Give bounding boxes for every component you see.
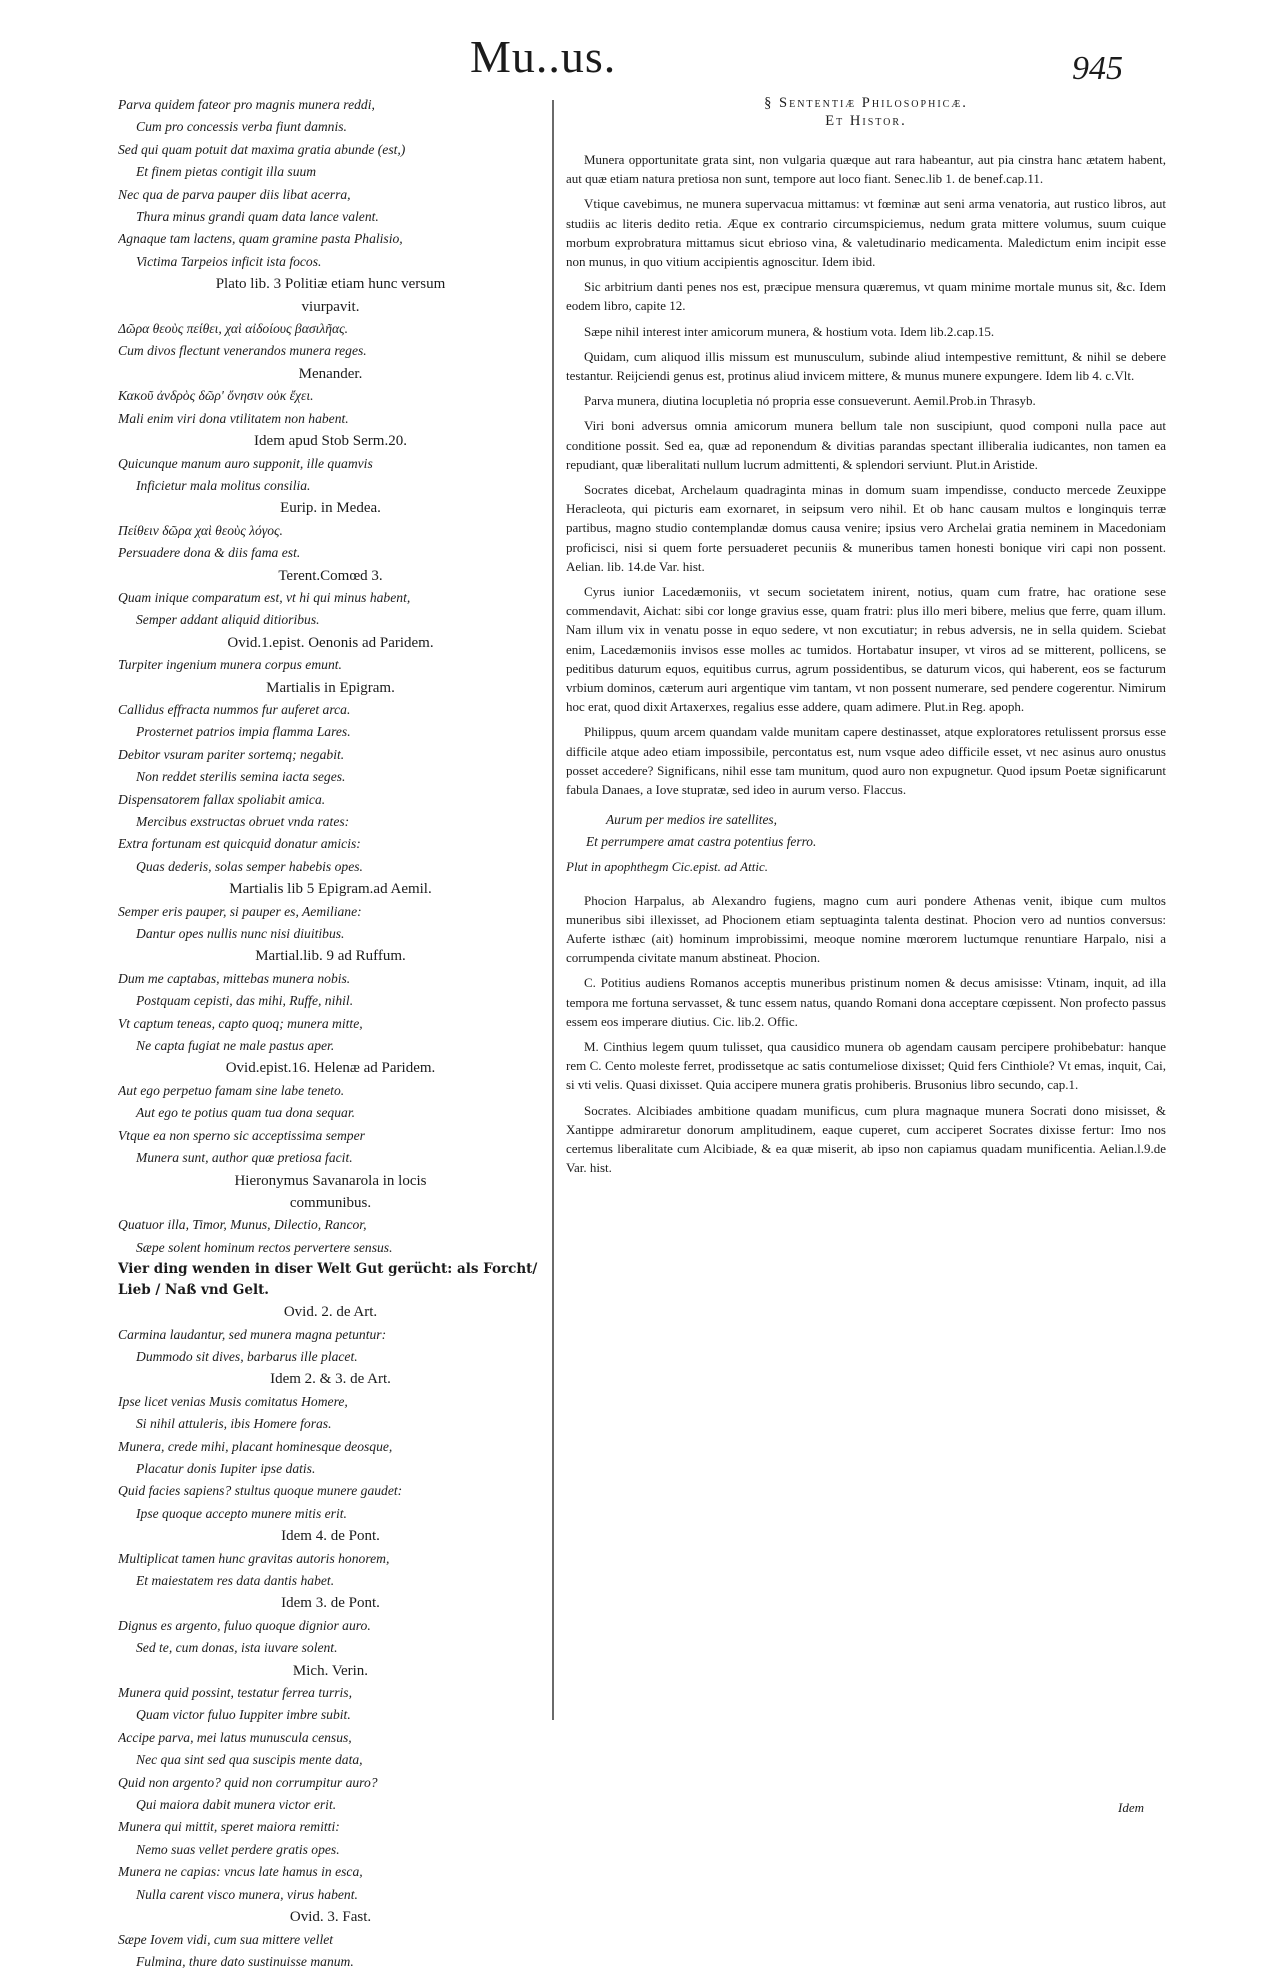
page-title: Mu..us. bbox=[470, 31, 617, 82]
verse-line: Sæpe Iovem vidi, cum sua mittere vellet bbox=[118, 1931, 334, 1947]
prose-paragraph: Socrates. Alcibiades ambitione quadam munificus, cum plura magnaque munera Socrati dono misisset, & Xantippe admiraretur donorum amplitudinem, eaque cuperet, cum acciperet Socrates dixisse fertur: Imo nos certemus liberalitate cum Alcibiade, & ea quæ miserit, ab ipso non capiamus quadam munificentia. Aelian.l.9.de Var. hist. bbox=[566, 1102, 1166, 1176]
prose-paragraph: M. Cinthius legem quum tulisset, qua causidico munera ob agendam causam percipere prohibebatur: hanque rem C. Cento moleste ferret, prodissetque ac satis contumeliose dixisset; Quid fers Cinthiole? Vt emas, inquit, Cai, si vti velis. Quasi dixisset. Quia accipere munera gratis prohiberis. Brusonius libro secundo, cap.1. bbox=[566, 1038, 1166, 1093]
quoted-verse bbox=[566, 809, 1166, 853]
verse-line: Nemo suas vellet perdere gratis opes. bbox=[136, 1841, 340, 1857]
verse-line: Aut ego perpetuo famam sine labe teneto. bbox=[118, 1082, 345, 1098]
verse-line: Δῶρα θεοὺς πείθει, χαὶ αἰδοίους βασιλῆας. bbox=[118, 321, 348, 337]
verse-line: Aut ego te potius quam tua dona sequar. bbox=[136, 1105, 355, 1121]
left-column-verses bbox=[118, 94, 543, 1973]
source-citation: Idem 4. de Pont. bbox=[281, 1528, 380, 1545]
verse-line: Quas dederis, solas semper habebis opes. bbox=[136, 858, 363, 874]
source-citation: Hieronymus Savanarola in locis bbox=[234, 1172, 427, 1189]
verse-line: Quam victor fuluo Iuppiter imbre subit. bbox=[136, 1707, 351, 1723]
source-citation: Idem apud Stob Serm.20. bbox=[254, 433, 407, 450]
prose-paragraph: Sæpe nihil interest inter amicorum munera, & hostium vota. Idem lib.2.cap.15. bbox=[584, 323, 995, 339]
verse-line: Victima Tarpeios inficit ista focos. bbox=[136, 253, 322, 269]
verse-line: Multiplicat tamen hunc gravitas autoris honorem, bbox=[118, 1550, 390, 1566]
verse-line: Munera sunt, author quæ pretiosa facit. bbox=[136, 1150, 353, 1166]
source-citation: Ovid.epist.16. Helenæ ad Paridem. bbox=[225, 1060, 436, 1077]
verse-source: Plut in apophthegm Cic.epist. ad Attic. bbox=[566, 859, 768, 875]
verse-line: Thura minus grandi quam data lance valent. bbox=[136, 209, 379, 225]
verse-line: Mercibus exstructas obruet vnda rates: bbox=[136, 814, 350, 829]
prose-paragraph: Parva munera, diutina locupletia nó propria esse consueverunt. Aemil.Prob.in Thrasyb. bbox=[584, 393, 1036, 409]
verse-line: Nec qua sint sed qua suscipis mente data, bbox=[136, 1752, 363, 1768]
verse-line: Sæpe solent hominum rectos pervertere sensus. bbox=[136, 1239, 393, 1255]
source-citation: Idem 2. & 3. de Art. bbox=[270, 1371, 391, 1388]
section-heading: § Sententiæ Philosophicæ. bbox=[764, 95, 968, 111]
source-citation: Ovid. 3. Fast. bbox=[289, 1909, 372, 1926]
verse-line: Parva quidem fateor pro magnis munera reddi, bbox=[118, 97, 375, 112]
verse-line: Sed qui quam potuit dat maxima gratia abunde (est,) bbox=[118, 141, 406, 157]
verse-line: Postquam cepisti, das mihi, Ruffe, nihil. bbox=[136, 993, 354, 1009]
verse-line: Ipse quoque accepto munere mitis erit. bbox=[136, 1505, 347, 1521]
verse-line: Quid non argento? quid non corrumpitur auro? bbox=[118, 1774, 378, 1790]
prose-paragraph: Vtique cavebimus, ne munera supervacua mittamus: vt fœminæ aut seni arma venatoria, aut rustico libros, aut studiis ac literis dedito retia. Æque ex contrario circumspiciemus, nedum grata mittere volumus, suum cuique morbum exprobratura mittamus sicut ebrioso vina, & valetudinario medicamenta. Maledictum enim incipit esse non munus, in quo vitium accipientis agnoscitur. Idem ibid. bbox=[566, 196, 1166, 270]
source-citation: viurpavit. bbox=[301, 298, 360, 315]
verse-line: Si nihil attuleris, ibis Homere foras. bbox=[136, 1416, 332, 1432]
verse-line: Agnaque tam lactens, quam gramine pasta Phalisio, bbox=[118, 231, 403, 247]
prose-paragraph: Cyrus iunior Lacedæmoniis, vt secum societatem inirent, notius, quam cum fratre, hac oratione sese commendavit, Aichat: sibi cor longe gravius esse, quam fratri: plus illo meri bibere, melius que ferre, quam illum. Nam illum vix in venatu posse in equo sedere, vt non excutiatur; in rebus adversis, ne in sella quidem. Sciebat enim, Lacedæmoniis invisos esse molles ac tumidos. Hortabatur insuper, vt viros ad se mitterent, pollicens, se peditibus daturum equos, equitibus currus, agrum possidentibus, se daturum vicos, qui haberent, eos se facturum vrbium dominos, cæterum auri argentique vim tantam, vt non possent numerare, sed pendere cogerentur. Nimirum hoc erat, quod dixit Artaxerxes, regalius esse addere, quam adimere. Plut.in Reg. apoph. bbox=[566, 584, 1166, 715]
verse-line: Vt captum teneas, capto quoq; munera mitte, bbox=[118, 1015, 363, 1031]
verse-line: Lieb / Naß vnd Gelt. bbox=[118, 1282, 270, 1299]
verse-line: Mali enim viri dona vtilitatem non habent. bbox=[118, 410, 349, 426]
verse-line: Quam inique comparatum est, vt hi qui minus habent, bbox=[118, 589, 411, 605]
verse-line: Fulmina, thure dato sustinuisse manum. bbox=[136, 1953, 354, 1969]
verse-line: Inficietur mala molitus consilia. bbox=[136, 477, 311, 493]
verse-line: Debitor vsuram pariter sortemq; negabit. bbox=[118, 746, 345, 762]
source-citation: Mich. Verin. bbox=[292, 1662, 369, 1679]
verse-line: Munera quid possint, testatur ferrea turris, bbox=[118, 1685, 352, 1701]
verse-line: Carmina laudantur, sed munera magna petuntur: bbox=[118, 1326, 387, 1342]
catchword: Idem bbox=[1118, 1800, 1144, 1815]
source-citation: Martialis lib 5 Epigram.ad Aemil. bbox=[229, 881, 432, 898]
prose-paragraph: Phocion Harpalus, ab Alexandro fugiens, magno cum auri pondere Athenas venit, ibique cum multos muneribus sibi illexisset, ad Phocionem etiam septuaginta talenta destinat. Phocion vero ad nuntios conversus: Auferte isthæc (ait) hominum improbissimi, meoque nomine mœrorem luctumque renuntiare Harpalo, nisi a corrumpenda civitate manum abstineat. Phocion. bbox=[566, 892, 1166, 966]
verse-line: Dispensatorem fallax spoliabit amica. bbox=[118, 791, 326, 807]
verse-line: Ne capta fugiat ne male pastus aper. bbox=[136, 1038, 335, 1054]
source-citation: Terent.Comœd 3. bbox=[278, 567, 383, 584]
verse-line: Et finem pietas contigit illa suum bbox=[136, 164, 317, 180]
page-number: 945 bbox=[1072, 50, 1123, 87]
verse-line: Nec qua de parva pauper diis libat acerra, bbox=[118, 186, 351, 202]
prose-paragraph: Viri boni adversus omnia amicorum munera bellum tale non suscipiunt, quod componi nulla pace aut conditione possit. Sed ea, quæ ad reponendum & divitias parandas spectant illiberalia iudicantes, non tamen ea repudiant, quæ liberalitati nullum lucrum admittenti, & splendori serviunt. Plut.in Aristide. bbox=[566, 418, 1166, 472]
verse-line: Nulla carent visco munera, virus habent. bbox=[136, 1886, 358, 1902]
verse-line: Semper addant aliquid ditioribus. bbox=[136, 612, 320, 628]
verse-line: Dum me captabas, mittebas munera nobis. bbox=[118, 970, 351, 986]
verse-line: Quicunque manum auro supponit, ille quamvis bbox=[118, 455, 373, 471]
verse-line: Quatuor illa, Timor, Munus, Dilectio, Rancor, bbox=[118, 1217, 367, 1233]
verse-line: Turpiter ingenium munera corpus emunt. bbox=[118, 657, 342, 673]
verse-line: Dignus es argento, fuluo quoque dignior auro. bbox=[118, 1617, 371, 1633]
source-citation: Menander. bbox=[298, 365, 363, 382]
verse-line: Munera qui mittit, speret maiora remitti: bbox=[118, 1819, 340, 1835]
verse-line: Sed te, cum donas, ista iuvare solent. bbox=[136, 1640, 338, 1656]
verse-line: Et perrumpere amat castra potentius ferro. bbox=[586, 834, 817, 850]
column-divider bbox=[552, 100, 554, 1720]
prose-paragraph: Sic arbitrium danti penes nos est, præcipue mensura quæremus, vt quam minime mortale munus sit, &c. Idem eodem libro, capite 12. bbox=[566, 279, 1166, 314]
verse-line: Extra fortunam est quicquid donatur amicis: bbox=[118, 836, 361, 852]
verse-line: Munera ne capias: vncus late hamus in esca, bbox=[118, 1864, 363, 1880]
verse-line: Cum divos flectunt venerandos munera reges. bbox=[118, 343, 367, 359]
verse-line: Quid facies sapiens? stultus quoque munere gaudet: bbox=[118, 1483, 403, 1499]
prose-paragraph: Philippus, quum arcem quandam valde munitam capere destinasset, atque exploratores retulissent prorsus esse difficile atque adeo etiam impossibile, percontatus est, num vsque adeo difficile esset, vt nec asinus auro onustus posset accedere? Significans, nihil esse tam munitum, quod auro non expugnetur. Quod ipsum Poetæ significarunt fabula Danaes, a Iove stupratæ, sed ideo in aurum verso. Flaccus. bbox=[566, 724, 1166, 798]
verse-line: Κακοῦ ἀνδρὸς δῶρ' ὄνησιν οὐκ ἔχει. bbox=[118, 388, 314, 404]
section-subheading: Et Histor. bbox=[825, 113, 907, 129]
verse-line: Vtque ea non sperno sic acceptissima semper bbox=[118, 1127, 365, 1143]
source-citation: Idem 3. de Pont. bbox=[281, 1595, 380, 1612]
verse-line: Aurum per medios ire satellites, bbox=[606, 812, 777, 828]
verse-line: Callidus effracta nummos fur auferet arca. bbox=[118, 701, 351, 717]
verse-line: Accipe parva, mei latus munuscula census, bbox=[118, 1729, 352, 1745]
source-citation: Martial.lib. 9 ad Ruffum. bbox=[255, 948, 406, 965]
prose-paragraph: Quidam, cum aliquod illis missum est munusculum, subinde aliud intempestive remittunt, & nihil se debere testantur. Reijciendi genus est, protinus aliud invicem mittere, & munus munere expungere. Idem lib 4. c.Vlt. bbox=[566, 348, 1166, 384]
verse-line: Placatur donis Iupiter ipse datis. bbox=[136, 1460, 316, 1476]
verse-line: Et maiestatem res data dantis habet. bbox=[136, 1573, 335, 1588]
source-citation: Ovid.1.epist. Oenonis ad Paridem. bbox=[227, 634, 434, 651]
verse-line: Cum pro concessis verba fiunt damnis. bbox=[136, 119, 347, 135]
verse-line: Munera, crede mihi, placant hominesque deosque, bbox=[118, 1438, 393, 1454]
source-citation: Ovid. 2. de Art. bbox=[283, 1304, 378, 1321]
verse-line: Dummodo sit dives, barbarus ille placet. bbox=[136, 1348, 358, 1364]
verse-line: Prosternet patrios impia flamma Lares. bbox=[136, 724, 351, 740]
prose-paragraph: Socrates dicebat, Archelaum quadraginta minas in domum suam impendisse, conducto mercede Zeuxippe Heracleota, qui picturis eam exornaret, in seipsum vero nihil. Et ob hanc causam multos e longinquis terræ partibus, magno studio contemplandæ domus causa venire; ipsius vero Archelai gratia neminem in Macedoniam proficisci, nisi si quem forte persuaderet pecuniis & muneribus tamen honesti bonique viri capi non possent. Aelian. lib. 14.de Var. hist. bbox=[566, 482, 1166, 574]
prose-paragraph: Munera opportunitate grata sint, non vulgaria quæque aut rara habeantur, aut pia cinstra hanc ætatem habent, aut quæ etiam natura pretiosa non sunt, tempore aut loco fiant. Senec.lib 1. de benef.cap.11. bbox=[566, 152, 1166, 187]
verse-line: Persuadere dona & diis fama est. bbox=[118, 545, 301, 561]
verse-line: Qui maiora dabit munera victor erit. bbox=[136, 1797, 337, 1813]
verse-line: Πείθειν δῶρα χαὶ θεοὺς λόγος. bbox=[118, 522, 283, 538]
right-column-prose bbox=[566, 94, 1166, 1183]
verse-line: Non reddet sterilis semina iacta seges. bbox=[136, 769, 346, 785]
prose-paragraph: C. Potitius audiens Romanos acceptis muneribus pristinum nomen & decus amisisse: Vtinam, inquit, ad illa tempora me fortuna servasset, & tunc essem natus, quando Romani dona acceptare cœpissent. Non profecto passus essem eos imperare diutius. Cic. lib.2. Offic. bbox=[566, 975, 1166, 1029]
source-citation: communibus. bbox=[289, 1194, 372, 1211]
source-citation: Plato lib. 3 Politiæ etiam hunc versum bbox=[215, 276, 446, 293]
verse-line: Vier ding wenden in diser Welt Gut gerücht: als Forcht/ bbox=[118, 1261, 538, 1278]
source-citation: Eurip. in Medea. bbox=[280, 500, 381, 517]
source-citation: Martialis in Epigram. bbox=[266, 679, 395, 696]
verse-line: Dantur opes nullis nunc nisi diuitibus. bbox=[136, 926, 345, 942]
verse-line: Semper eris pauper, si pauper es, Aemiliane: bbox=[118, 903, 362, 919]
verse-line: Ipse licet venias Musis comitatus Homere, bbox=[118, 1393, 348, 1409]
